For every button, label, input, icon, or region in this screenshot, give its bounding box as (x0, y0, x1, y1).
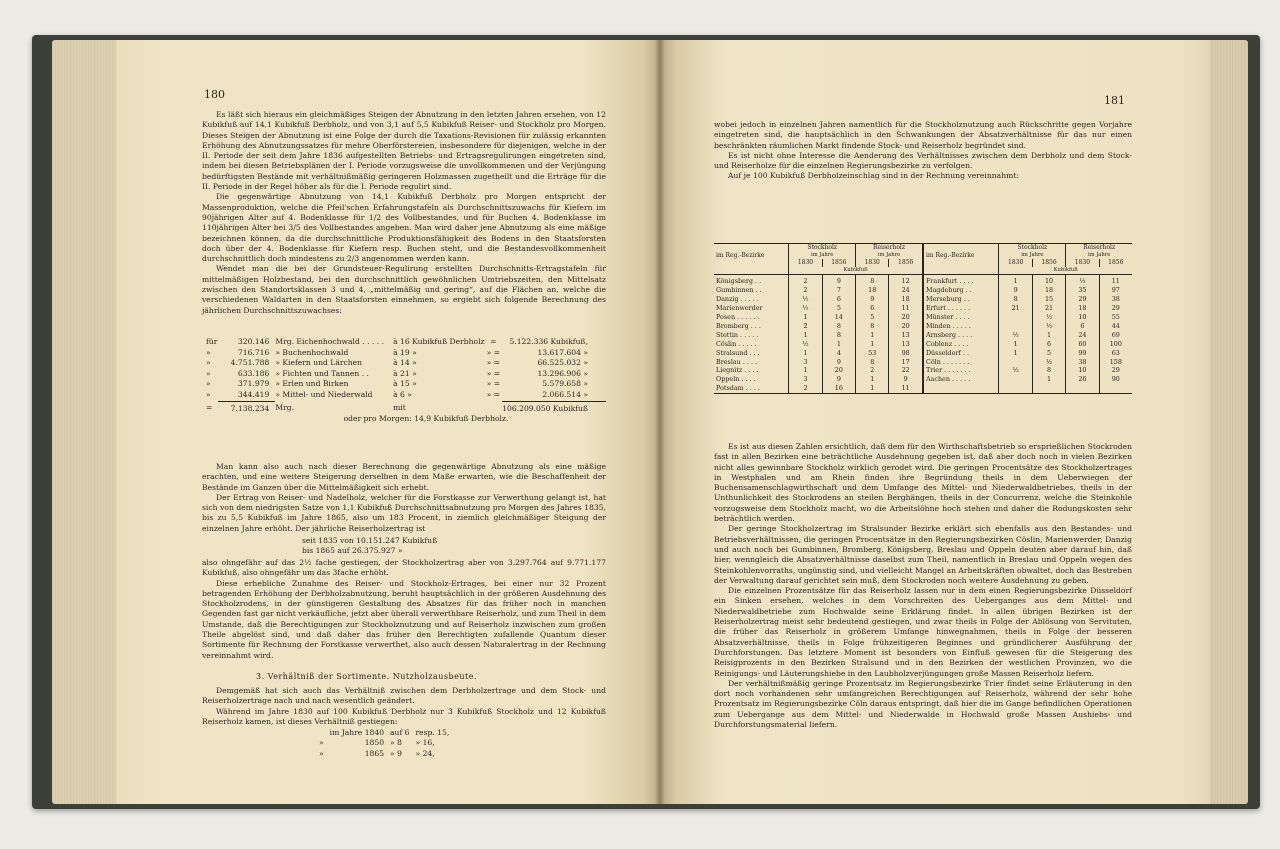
district-name: Liegnitz . . . . (714, 366, 789, 375)
calc-eq: = (490, 337, 497, 346)
district-name: Erfurt . . . . . . (923, 304, 999, 313)
district-name: Oppeln . . . . (714, 375, 789, 384)
right-bottom-text (714, 442, 1132, 730)
calc-eq: » = (486, 358, 501, 368)
reiser-1830: 35 (1066, 286, 1099, 295)
col-header-year: 1830 (856, 259, 889, 267)
calc-qty: 320.146 (237, 337, 270, 346)
col-header-stock: Stockholz (789, 244, 856, 252)
stock-1830: 1 (789, 313, 822, 322)
calc-qty: 344.419 (237, 389, 270, 399)
stock-1856: ½ (1032, 358, 1065, 367)
calc-rate: à 15 » (393, 379, 417, 389)
col-header-sub: im Jahre (789, 252, 856, 260)
table-row (714, 295, 1132, 304)
stock-1856: ½ (1032, 322, 1065, 331)
stock-1830: 2 (789, 286, 822, 295)
calc-row (206, 358, 606, 369)
reiser-1856: 11 (889, 304, 923, 313)
calc-rate: à 19 » (393, 347, 417, 357)
calc-kind: » Erlen und Birken (275, 379, 349, 389)
col-header-year: 1830 (1066, 259, 1099, 267)
calc-total-with: mit (393, 403, 406, 413)
stock-1830 (999, 375, 1032, 384)
stock-1830: ½ (999, 331, 1032, 340)
ratio-lead (316, 728, 327, 738)
calc-qty: 4.751.788 (230, 358, 270, 368)
reiser-1856: 11 (1111, 277, 1120, 286)
calc-total-result: 106.209.050 Kubikfuß (502, 401, 606, 414)
stock-1856: 5 (822, 304, 855, 313)
calc-eq: » = (486, 368, 501, 378)
paragraph: Es ist nicht ohne Interesse die Aenderung des Verhältnisses zwischen dem Derbholz und dem Stock- und Reiserholze für die einzelnen Regierungsbezirke zu verfolgen. (714, 150, 1132, 171)
ratio-lead: » (319, 748, 324, 758)
ratio-year: im Jahre 1840 (329, 728, 385, 737)
reiser-1830: 9 (856, 295, 889, 304)
stock-1830 (999, 313, 1032, 322)
left-section-text (202, 686, 606, 727)
table-row (714, 340, 1132, 349)
ratio-reiser: resp. 15, (415, 728, 450, 737)
stock-1856: 9 (822, 375, 855, 384)
district-name: Frankfurt . . . . (923, 275, 999, 286)
col-header-sub: im Jahre (1087, 251, 1111, 258)
district-name: Cöln . . . . . . . (923, 358, 999, 367)
calc-result: 2.066.514 » (542, 389, 588, 399)
district-name: Bromberg . . . (714, 322, 789, 331)
reiser-1856: 97 (1111, 286, 1120, 295)
reiser-1856: 29 (1111, 304, 1120, 313)
stock-1830: 8 (999, 295, 1032, 304)
stock-1830 (999, 322, 1032, 331)
district-name: Breslau . . . . (714, 358, 789, 367)
district-name: Posen . . . . . . (714, 313, 789, 322)
ratio-reiser: » 24, (415, 748, 435, 758)
col-header-year: 1830 (999, 259, 1032, 267)
calc-qty: 716.716 (237, 347, 270, 357)
calc-result: 13.296.906 » (537, 368, 588, 378)
district-name: Trier . . . . . . . (923, 366, 999, 375)
stock-1856: 1 (1032, 375, 1065, 384)
page-edges-left (52, 40, 118, 804)
reiser-1830: 53 (856, 349, 889, 358)
reiser-1856: 69 (1111, 330, 1120, 339)
table-row (714, 313, 1132, 322)
stock-1856: 5 (1032, 349, 1065, 358)
calc-qty: 371.979 (237, 379, 270, 389)
stock-1830: 3 (789, 358, 822, 367)
calc-result: 66.525.032 » (537, 358, 588, 368)
stock-1830: 1 (789, 331, 822, 340)
ratio-year: 1865 (364, 748, 385, 758)
earnings-line: bis 1865 auf 26.375.927 » (302, 546, 403, 556)
stock-1830: ½ (789, 295, 822, 304)
table-row (714, 304, 1132, 313)
stock-1830: ½ (789, 304, 822, 313)
ratio-lead: » (319, 738, 324, 748)
book-spine-shadow (655, 40, 665, 804)
district-name: Arnsberg . . . . (923, 331, 999, 340)
reiser-1856: 22 (889, 366, 923, 375)
ratio-stock: » 8 (390, 738, 402, 748)
calc-row (206, 348, 606, 359)
calc-rate: à 21 » (393, 368, 417, 378)
table-row (714, 358, 1132, 367)
paragraph: Die einzelnen Prozentsätze für das Reiserholz lassen nur in dem einen Regierungsbezirke Düsseldorf ein Sinken ersehen, welches in dem Vorschreiten des Ueberganges aus dem Mittel- und Niederwaldbetriebe zum Hochwalde seine Erklärung findet. In allen übrigen Bezirken ist der Reiserholzertrag meist sehr bedeutend gestiegen, und zwar theils in Folge der Ablösung von Servituten, die früher das Reiserholz in größerem Umfange hinwegnahmen, theils in Folge der besseren Absatzverhältnisse, theils in Folge frühzeitigeren Beginnes und gründlicherer Ausführung der Durchforstungen. Das letztere Moment ist besonders von Einfluß gewesen für die Steigerung des Reisigprozents in den Bezirken Stralsund und in den Bezirken der westlichen Provinzen, wo die Reinigungs- und Läuterungshiebe in den Laubholzverjüngungen große Massen Reiserholz liefern. (714, 586, 1132, 678)
reiser-1856 (1099, 384, 1132, 393)
calc-prefix: » (206, 379, 211, 389)
district-name: Merseburg . . (923, 295, 999, 304)
reiser-1856: 29 (1111, 366, 1120, 375)
stock-1830: 1 (999, 275, 1032, 286)
district-name: Münster . . . . (923, 313, 999, 322)
reiser-1830: 10 (1066, 366, 1099, 375)
table-row (714, 384, 1132, 393)
table-row (714, 331, 1132, 340)
col-header-unit: Kubikfuß (999, 267, 1132, 275)
reiser-1830: 1 (856, 331, 889, 340)
reiser-1830: ½ (1066, 275, 1099, 286)
reiser-1856: 44 (1111, 321, 1120, 330)
district-name: Aachen . . . . . (923, 375, 999, 384)
stock-1830: ½ (789, 340, 822, 349)
increment-calculation (206, 337, 606, 425)
col-header-reiser: Reiserholz (856, 244, 923, 252)
ratio-row (316, 749, 452, 759)
paragraph: Während im Jahre 1830 auf 100 Kubikfuß Derbholz nur 3 Kubikfuß Stockholz und 12 Kubikfuß Reiserholz kamen, ist dieses Verhältniß gestiegen: (202, 706, 606, 726)
stock-1830: 3 (789, 375, 822, 384)
paragraph: Auf je 100 Kubikfuß Derbholzeinschlag sind in der Rechnung vereinnahmt: (728, 171, 1019, 181)
reiser-1830: 29 (1066, 295, 1099, 304)
paragraph: Es läßt sich hieraus ein gleichmäßiges Steigen der Abnutzung in den letzten Jahren ersehen, von 12 Kubikfuß auf 14,1 Kubikfuß Derbholz, und von 3,1 auf 5,5 Kubikfuß Reiser- und Stockholz pro Morgen. Dieses Steigen der Abnutzung ist eine Folge der durch die Taxations-Revisionen für zulässig erkannten Erhöhung des Abnutzungssatzes für mehre Oberförstereien, insbesondere für diejenigen, welche in der II. Periode der seit dem Jahre 1836 aufgestellten Betriebs- und Ertragsregulirungen eingetreten sind, indem bei diesen Betriebsplänen der I. Periode vorzugsweise die unvollkommenen und der Verjüngung bedürftigsten Bestände mit verhältnißmäßig geringeren Holzmassen zugetheilt und die Erträge für die II. Periode in der Regel höher als für die I. Periode regulirt sind. (202, 110, 606, 192)
district-name: Düsseldorf . . (923, 349, 999, 358)
stock-1856: 15 (1032, 295, 1065, 304)
reiser-1830: 8 (856, 275, 889, 286)
stock-1856: 8 (822, 322, 855, 331)
reiser-1856: 90 (1111, 375, 1120, 384)
ratio-row (316, 728, 452, 738)
calc-qty: 633.186 (237, 368, 270, 378)
district-name: Danzig . . . . . (714, 295, 789, 304)
reiser-1830: 8 (856, 322, 889, 331)
reiser-1856: 12 (889, 275, 923, 286)
calc-prefix: » (206, 368, 211, 378)
page-number: 181 (1104, 94, 1125, 107)
stock-1856: ½ (1032, 313, 1065, 322)
district-name: Potsdam . . . . (714, 384, 789, 393)
col-header-unit: Kubikfuß (789, 267, 923, 275)
page-edges-right (1208, 40, 1248, 804)
stock-1830: 1 (789, 349, 822, 358)
paragraph: Demgemäß hat sich auch das Verhältniß zwischen dem Derbholzertrage und dem Stock- und Reiserholzertrage nach und nach wesentlich geändert. (202, 686, 606, 706)
district-ratio-table (714, 243, 1132, 394)
calc-eq: » = (486, 379, 501, 389)
stock-1856: 8 (822, 331, 855, 340)
table-row (714, 349, 1132, 358)
reiser-1856: 20 (889, 313, 923, 322)
stock-1856: 9 (822, 358, 855, 367)
paragraph: Es ist aus diesen Zahlen ersichtlich, daß dem für den Wirthschaftsbetrieb so ersprießlichen Stockroden fast in allen Bezirken eine beträchtliche Ausdehnung gegeben ist, daß aber doch noch in vielen Bezirken nicht alles gewinnbare Stockholz wirklich gerodet wird. Die geringen Procentsätze des Stockholzertrages in Westphalen und am Rhein finden ihre Begründung theils in dem Ueberwiegen der Buchensamenschlagwirthschaft und dem Umfange des Mittel- und Niederwaldbetriebes, theils in der Unthunlichkeit des Stockrodens an steilen Berghängen, theils in der Concurrenz, welche die Steinkohle vorzugsweise dem Stockholz macht, wo die Arbeitslöhne hoch stehen und daher die Rodungskosten sehr beträchtlich werden. (714, 442, 1132, 524)
reiser-1830: 8 (856, 358, 889, 367)
district-name: Minden . . . . . (923, 322, 999, 331)
calc-row (206, 369, 606, 380)
page-number: 180 (204, 88, 225, 101)
reiser-1830: 10 (1066, 313, 1099, 322)
calc-kind: Mrg. Eichenhochwald . . . . . (275, 337, 384, 346)
calc-kind: » Mittel- und Niederwald (275, 390, 373, 400)
col-header-region: im Reg.-Bezirke (923, 244, 999, 267)
stock-1830: 1 (999, 340, 1032, 349)
stock-1830: 2 (789, 384, 822, 393)
calc-kind: » Buchenhochwald (275, 347, 349, 357)
reiser-1830: 6 (1066, 322, 1099, 331)
stock-1830: 2 (789, 275, 822, 286)
reiser-1830: 5 (856, 313, 889, 322)
right-top-text (714, 120, 1132, 182)
district-name: Stettin . . . . . (714, 331, 789, 340)
table-row (714, 286, 1132, 295)
table-row (714, 275, 1132, 286)
section-title: 3. Verhältniß der Sortimente. Nutzholzausbeute. (256, 672, 478, 681)
left-page (116, 40, 660, 804)
col-header-year: 1856 (822, 259, 855, 267)
reiser-1856: 158 (1109, 357, 1122, 366)
calc-rate: à 16 Kubikfuß Derbholz (393, 337, 485, 346)
left-top-text (202, 110, 606, 316)
reiser-1830: 2 (856, 366, 889, 375)
calc-prefix: für (206, 337, 218, 346)
col-header-region: im Reg.-Bezirke (714, 244, 789, 267)
reiser-1856: 9 (889, 375, 923, 384)
reiser-1830: 18 (1066, 304, 1099, 313)
stock-1830: ½ (999, 366, 1032, 375)
reiser-1830: 1 (856, 340, 889, 349)
stock-1830 (999, 358, 1032, 367)
district-name (923, 384, 999, 393)
paragraph: Wendet man die bei der Grundsteuer-Regulirung erstellten Durchschnitts-Ertragstafeln für mittelmäßigen Holzbestand, bei den durchschnittlich gewöhnlichen Umtriebszeiten, den Mittelsatz zwischen den Standortsklassen 3 und 4, „mittelmäßig und gering“, auf die Flächen an, welche die verschiedenen Waldarten in den Staatsforsten einnehmen, so ergiebt sich folgende Berechnung des jährlichen Durchschnittszuwachses: (202, 264, 606, 315)
reiser-1830: 6 (856, 304, 889, 313)
col-header-sub: im Jahre (999, 252, 1066, 260)
paragraph: Man kann also auch nach dieser Berechnung die gegenwärtige Abnutzung als eine mäßige erachten, und eine weitere Steigerung derselben in dem Maße erwarten, wie die Beschaffenheit der Bestände im Ganzen über die Mittelmäßigkeit sich erhebt. (202, 462, 606, 492)
ratio-stock: auf 6 (390, 728, 410, 737)
calc-result: 5.579.658 » (542, 379, 588, 389)
reiser-1830: 38 (1066, 358, 1099, 367)
reiserholz-earnings (302, 536, 437, 557)
ratio-reiser: » 16, (415, 738, 435, 748)
col-header-reiser: Reiserholz (1066, 244, 1132, 252)
stock-1856: 18 (1032, 286, 1065, 295)
ratio-list (316, 728, 452, 759)
reiser-1830 (1066, 384, 1099, 393)
ratio-stock: » 9 (390, 748, 402, 758)
stock-1856: 16 (822, 384, 855, 393)
stock-1856: 6 (1032, 340, 1065, 349)
calc-prefix: » (206, 347, 211, 357)
calc-total-unit: Mrg. (275, 403, 295, 413)
calc-prefix: » (206, 358, 211, 368)
table-row (714, 366, 1132, 375)
calc-prefix: » (206, 390, 211, 400)
stock-1856: 14 (822, 313, 855, 322)
reiser-1856: 38 (1111, 295, 1120, 304)
calc-kind: » Fichten und Tannen . . (275, 368, 369, 378)
col-header-stock: Stockholz (999, 244, 1066, 252)
reiser-1856: 55 (1111, 313, 1120, 321)
calc-kind: » Kiefern und Lärchen (275, 358, 363, 368)
paragraph: Der Ertrag von Reiser- und Nadelholz, welcher für die Forstkasse zur Verwerthung gelangt ist, hat sich von dem niedrigsten Satze von 1,1 Kubikfuß Durchschnittsabnutzung pro Morgen des Jahres 1835, bis zu 5,5 Kubikfuß im Jahre 1865, also um 183 Procent, in ziemlich gleichmäßiger Steigung der einzelnen Jahre erhöht. Der jährliche Reiserholzertrag ist (202, 492, 606, 533)
reiser-1830: 60 (1066, 340, 1099, 349)
reiser-1856: 100 (1109, 339, 1122, 348)
col-header-year: 1856 (1108, 259, 1124, 267)
reiser-1830: 99 (1066, 349, 1099, 358)
paragraph: also ohngefähr auf das 2½ fache gestiegen, der Stockholzertrag aber von 3.297.764 auf 9.771.177 Kubikfuß, also ohngefähr um das 3fache erhöht. (202, 558, 606, 578)
stock-1856: 1 (822, 340, 855, 349)
calc-rate: à 14 » (393, 358, 417, 368)
reiser-1830: 1 (856, 384, 889, 393)
reiser-1856: 13 (889, 331, 923, 340)
district-name: Königsberg . . (714, 275, 789, 286)
reiser-1856: 13 (889, 340, 923, 349)
calc-total-qty: 7.138.234 (218, 401, 275, 414)
calc-result: 5.122.336 Kubikfuß, (509, 337, 588, 346)
calc-prefix: = (206, 403, 213, 413)
stock-1830: 9 (999, 286, 1032, 295)
stock-1856: 4 (822, 349, 855, 358)
col-header-year: 1856 (1032, 259, 1065, 267)
reiser-1830: 24 (1066, 331, 1099, 340)
ratio-row (316, 738, 452, 748)
earnings-line: seit 1835 von 10.151.247 Kubikfuß (302, 536, 438, 545)
left-middle-text (202, 462, 606, 534)
stock-1830: 1 (999, 349, 1032, 358)
reiser-1856: 18 (889, 295, 923, 304)
paragraph: Der verhältnißmäßig geringe Prozentsatz im Regierungsbezirke Trier findet seine Erläuterung in den dort noch vorhandenen sehr umfangreichen Berechtigungen auf Reiserholz, während der sehr hohe Prozentsatz im Regierungsbezirke Cöln daraus entspringt, daß hier die im Gange befindlichen Operationen zum Uebergange aus dem Mittel- und Niederwalde in Hochwald große Massen Aushiebs- und Durchforstungsmaterial liefern. (714, 678, 1132, 730)
paragraph: Diese erhebliche Zunahme des Reiser- und Stockholz-Ertrages, bei einer nur 32 Prozent betragenden Erhöhung der Derbholzabnutzung, beruht hauptsächlich in der größeren Ausdehnung des Stockholzrodens, in der günstigeren Gestaltung des Absatzes für das früher noch in manchen Gegenden fast gar nicht verkäufliche, jetzt aber überall verwerthbare Reiserholz, und zum Theil in dem Umstande, daß die Berechtigungen zur Stockholznutzung und auf Reiserholz inzwischen zum großen Theile abgelöst sind, und daß daher das früher den Berechtigten zufallende Quantum dieser Sortimente für Rechnung der Forstkasse verwerthet, also auch dessen Naturalertrag in der Rechnung vereinnahmt wird. (202, 578, 606, 660)
paragraph: Der geringe Stockholzertrag im Stralsunder Bezirke erklärt sich ebenfalls aus den Bestandes- und Betriebsverhältnissen, die geringen Procentsätze in den Regierungsbezirken Cöslin, Marienwerder, Danzig und auch noch bei Gumbinnen, Bromberg, Königsberg, Breslau und Oppeln deuten aber darauf hin, daß hier, wenngleich die Absatzverhältnisse daselbst zum Theil, namentlich in Breslau und Oppeln wegen des Steinkohlenvorraths, ungünstig sind, und vielleicht Mangel an Arbeitskräften obwaltet, doch das Bestreben der Verwaltung darauf gerichtet sein muß, dem Stockroden noch weitere Ausdehnung zu geben. (714, 524, 1132, 585)
stock-1856: 21 (1032, 304, 1065, 313)
stock-1856: 9 (822, 275, 855, 286)
calc-eq: » = (486, 347, 501, 357)
stock-1830 (999, 384, 1032, 393)
stock-1856 (1032, 384, 1065, 393)
district-name: Marienwerder (714, 304, 789, 313)
calc-eq: » = (486, 390, 501, 400)
reiser-1856: 20 (889, 322, 923, 331)
district-name: Coblenz . . . . (923, 340, 999, 349)
reiser-1856: 98 (889, 349, 923, 358)
district-name: Stralsund . . . (714, 349, 789, 358)
stock-1830: 1 (789, 366, 822, 375)
right-page (660, 40, 1210, 804)
stock-1856: 1 (1032, 331, 1065, 340)
district-name: Magdeburg . . (923, 286, 999, 295)
ratio-year: 1850 (364, 738, 385, 748)
calc-row (206, 390, 606, 401)
stock-1856: 10 (1032, 275, 1065, 286)
stock-1856: 7 (822, 286, 855, 295)
calc-per-acre: oder pro Morgen: 14,9 Kubikfuß Derbholz. (343, 414, 509, 424)
calc-row (206, 379, 606, 390)
stock-1830: 2 (789, 322, 822, 331)
reiser-1856: 11 (889, 384, 923, 393)
table-row (714, 375, 1132, 384)
reiser-1856: 24 (889, 286, 923, 295)
calc-rate: à 6 » (393, 390, 412, 400)
calc-row (206, 337, 606, 348)
reiser-1856: 63 (1111, 348, 1120, 357)
reiser-1830: 26 (1066, 375, 1099, 384)
left-lower-text (202, 558, 606, 661)
paragraph: wobei jedoch in einzelnen Jahren namentlich für die Stockholznutzung auch Rückschritte gegen Vorjahre eingetreten sind, die hauptsächlich in den Schwankungen der Absatzverhältnisse für das nur einen beschränkten räumlichen Markt findende Stock- und Reiserholz begründet sind. (714, 120, 1132, 150)
calc-total-row (206, 401, 606, 414)
district-name: Cöslin . . . . . (714, 340, 789, 349)
table-row (714, 322, 1132, 331)
reiser-1830: 1 (856, 375, 889, 384)
col-header-sub: im Jahre (856, 252, 923, 260)
calc-result: 13.617.604 » (537, 347, 588, 357)
calc-per-acre-row (206, 414, 606, 425)
reiser-1830: 18 (856, 286, 889, 295)
stock-1856: 20 (822, 366, 855, 375)
paragraph: Die gegenwärtige Abnutzung von 14,1 Kubikfuß Derbholz pro Morgen entspricht der Massenproduktion, welche die Pfeil'schen Erfahrungstafeln als Durchschnittszuwachs für Kiefern im 90jährigen Alter auf 4. Bodenklasse für 1/2 des Vollbestandes, und für Buchen 4. Bodenklasse im 110jährigen Alter bei 3/5 des Vollbestandes angeben. Man wird daher jene Abnutzung als eine mäßige bezeichnen können, da die durchschnittliche Produktionsfähigkeit des Bodens in den Staatsforsten doch über der 4. Bodenklasse für Kiefern resp. Buchen steht, und die Bestandesvollkommenheit durchschnittlich doch mindestens zu 2/3 angenommen werden kann. (202, 192, 606, 264)
stock-1830: 21 (999, 304, 1032, 313)
stock-1856: 6 (822, 295, 855, 304)
col-header-year: 1856 (889, 259, 923, 267)
reiser-1856: 17 (889, 358, 923, 367)
col-header-year: 1830 (789, 259, 822, 267)
stock-1856: 8 (1032, 366, 1065, 375)
district-name: Gumbinnen . . (714, 286, 789, 295)
